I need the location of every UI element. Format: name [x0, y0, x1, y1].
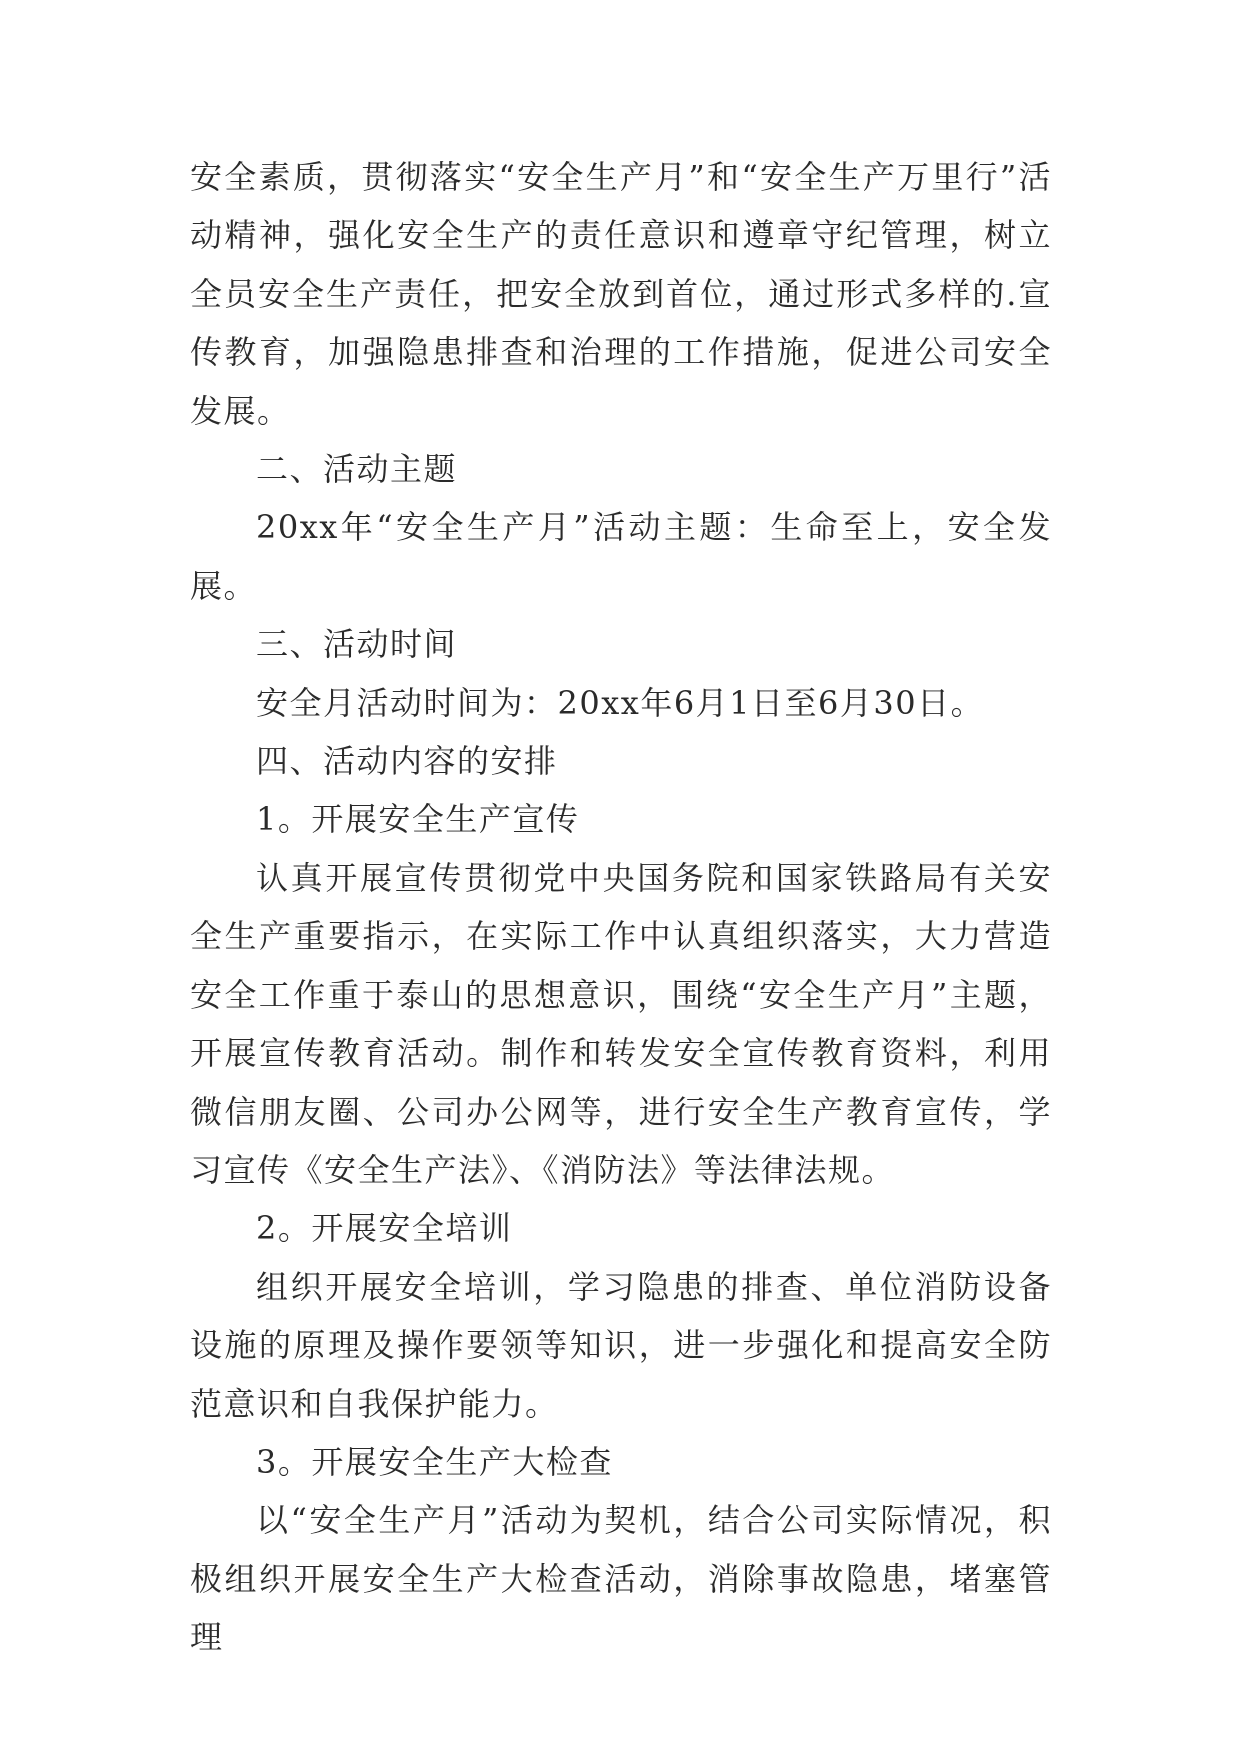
paragraph-activity-theme: 20xx年“安全生产月”活动主题：生命至上，安全发展。	[190, 508, 1052, 605]
paragraph-safety-publicity: 认真开展宣传贯彻党中央国务院和国家铁路局有关安全生产重要指示，在实际工作中认真组织落实，大力营造安全工作重于泰山的思想意识，围绕“安全生产月”主题，开展宣传教育活动。制作和转发安全宣传教育资料，利用微信朋友圈、公司办公网等，进行安全生产教育宣传，学习宣传《安全生产法》、《消防法》等法律法规。	[190, 858, 1052, 1189]
paragraph-safety-inspection: 以“安全生产月”活动为契机，结合公司实际情况，积极组织开展安全生产大检查活动，消除事故隐患，堵塞管理	[190, 1501, 1052, 1657]
subheading-safety-publicity: 1。开展安全生产宣传	[256, 800, 580, 839]
paragraph-activity-time: 安全月活动时间为：20xx年6月1日至6月30日。	[256, 683, 985, 722]
document-body	[190, 148, 1052, 1667]
paragraph-safety-training: 组织开展安全培训，学习隐患的排查、单位消防设备设施的原理及操作要领等知识，进一步强化和提高安全防范意识和自我保护能力。	[190, 1267, 1052, 1423]
subheading-safety-inspection: 3。开展安全生产大检查	[256, 1442, 613, 1481]
heading-activity-theme: 二、活动主题	[256, 450, 458, 489]
subheading-safety-training: 2。开展安全培训	[256, 1209, 513, 1248]
heading-activity-content: 四、活动内容的安排	[256, 742, 558, 781]
heading-activity-time: 三、活动时间	[256, 625, 458, 664]
paragraph-continuation: 安全素质，贯彻落实“安全生产月”和“安全生产万里行”活动精神，强化安全生产的责任意识和遵章守纪管理，树立全员安全生产责任，把安全放到首位，通过形式多样的.宣传教育，加强隐患排查和治理的工作措施，促进公司安全发展。	[190, 158, 1052, 430]
